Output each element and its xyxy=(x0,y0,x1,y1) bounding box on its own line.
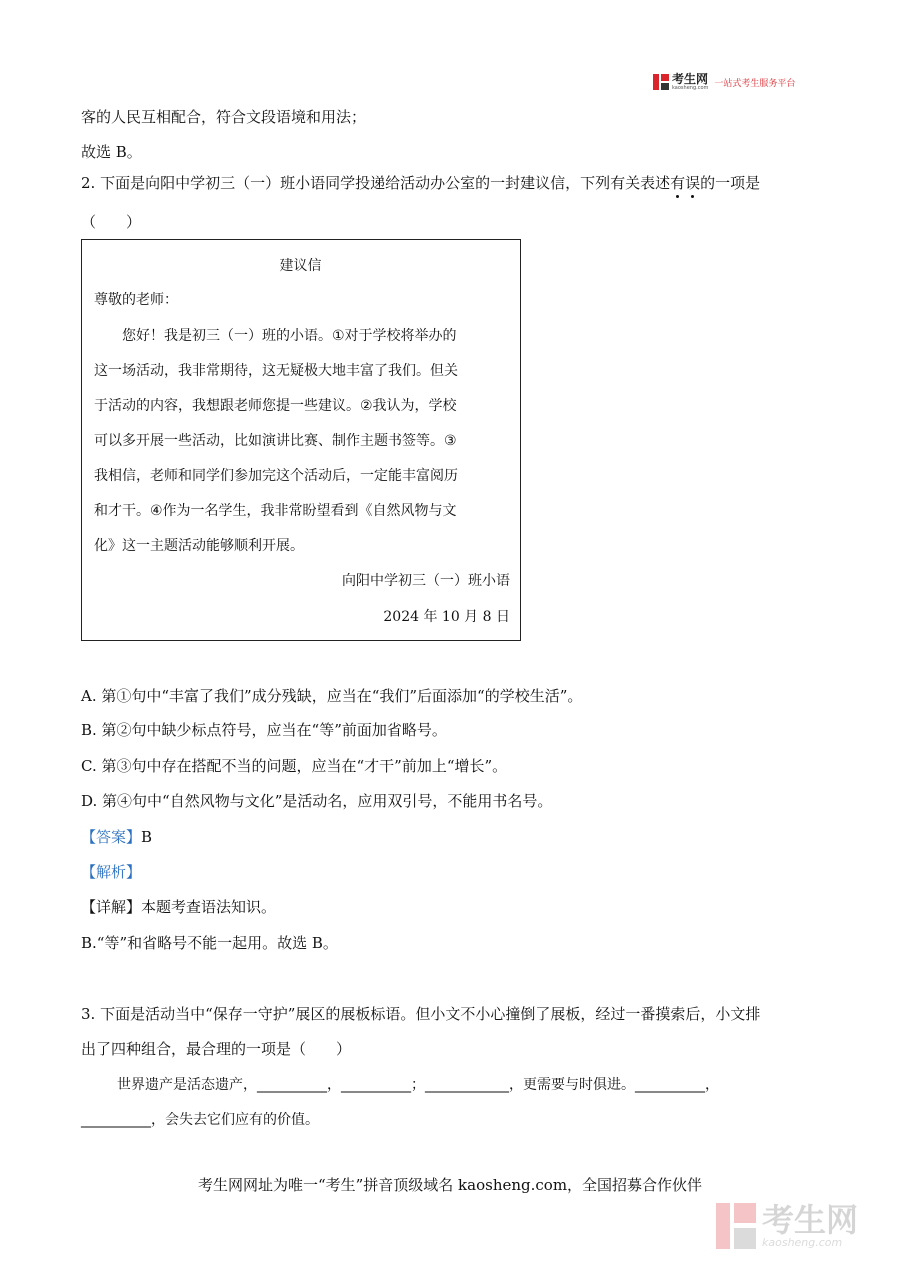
logo-domain: kaosheng.com xyxy=(672,85,709,91)
letter-line: 化》这一主题活动能够顺利开展。 xyxy=(94,538,304,554)
prev-answer-line: 故选 B。 xyxy=(81,143,142,161)
letter-line: 可以多开展一些活动，比如演讲比赛、制作主题书签等。③ xyxy=(94,433,457,449)
answer-label: 【答案】 xyxy=(81,828,142,846)
q3-stem-line2: 出了四种组合，最合理的一项是（ ） xyxy=(81,1040,352,1058)
footer-text: 考生网网址为唯一“考生”拼音顶级域名 kaosheng.com，全国招募合作伙伴 xyxy=(197,1176,703,1194)
q2-stem xyxy=(81,173,760,193)
detail-text: 本题考查语法知识。 xyxy=(141,898,277,916)
q2-answer-paren: （ ） xyxy=(81,213,142,231)
letter-box xyxy=(81,239,521,641)
option-a: A. 第①句中“丰富了我们”成分残缺，应当在“我们”后面添加“的学校生活”。 xyxy=(81,687,583,705)
q2-stem-text-end: 的一项是 xyxy=(700,174,761,192)
letter-line: 于活动的内容，我想跟老师您提一些建议。②我认为，学校 xyxy=(94,398,457,414)
emphasis-char: 误 xyxy=(685,174,701,192)
letter-line: 您好！我是初三（一）班的小语。①对于学校将举办的 xyxy=(122,328,457,344)
option-d: D. 第④句中“自然风物与文化”是活动名，应用双引号，不能用书名号。 xyxy=(81,792,553,810)
watermark-wordmark xyxy=(762,1203,858,1249)
emphasis-char: 有 xyxy=(670,174,686,192)
letter-line: 这一场活动，我非常期待，这无疑极大地丰富了我们。但关 xyxy=(94,363,458,379)
analysis-label: 【解析】 xyxy=(81,863,142,881)
watermark-name: 考生网 xyxy=(762,1201,859,1239)
kaosheng-logo-icon xyxy=(653,74,669,90)
prev-explanation-line: 客的人民互相配合，符合文段语境和用法； xyxy=(81,108,367,126)
logo-wordmark xyxy=(672,73,708,91)
logo-name: 考生网 xyxy=(672,72,709,86)
option-b: B. 第②句中缺少标点符号，应当在“等”前面加省略号。 xyxy=(81,721,447,739)
watermark xyxy=(716,1203,858,1249)
letter-line: 我相信，老师和同学们参加完这个活动后，一定能丰富阅历 xyxy=(94,468,458,484)
answer-line xyxy=(81,827,152,847)
logo-slogan: 一站式考生服务平台 xyxy=(714,78,796,89)
letter-title: 建议信 xyxy=(279,258,322,274)
q3-stem-line1: 3. 下面是活动当中“保存一守护”展区的展板标语。但小文不小心撞倒了展板，经过一番摸索后，小文排 xyxy=(81,1005,761,1023)
answer-value: B xyxy=(141,828,153,846)
letter-date: 2024 年 10 月 8 日 xyxy=(383,609,510,625)
option-c: C. 第③句中存在搭配不当的问题，应当在“才干”前加上“增长”。 xyxy=(81,757,508,775)
q3-passage-line1: 世界遗产是活态遗产，__________，__________；____________，更需要与时俱进。__________， xyxy=(117,1077,719,1093)
letter-greeting: 尊敬的老师： xyxy=(94,292,178,308)
header-logo xyxy=(653,72,795,92)
q3-passage-line2: __________，会失去它们应有的价值。 xyxy=(81,1112,319,1128)
letter-line: 和才干。④作为一名学生，我非常盼望看到《自然风物与文 xyxy=(94,503,457,519)
q2-stem-text: 2. 下面是向阳中学初三（一）班小语同学投递给活动办公室的一封建议信，下列有关表述 xyxy=(81,174,671,192)
letter-signature: 向阳中学初三（一）班小语 xyxy=(342,573,510,589)
detail-label: 【详解】 xyxy=(81,898,142,916)
watermark-domain: kaosheng.com xyxy=(762,1236,843,1249)
explanation-line: B.“等”和省略号不能一起用。故选 B。 xyxy=(81,934,338,952)
detail-line xyxy=(81,897,276,917)
kaosheng-watermark-icon xyxy=(716,1203,756,1249)
